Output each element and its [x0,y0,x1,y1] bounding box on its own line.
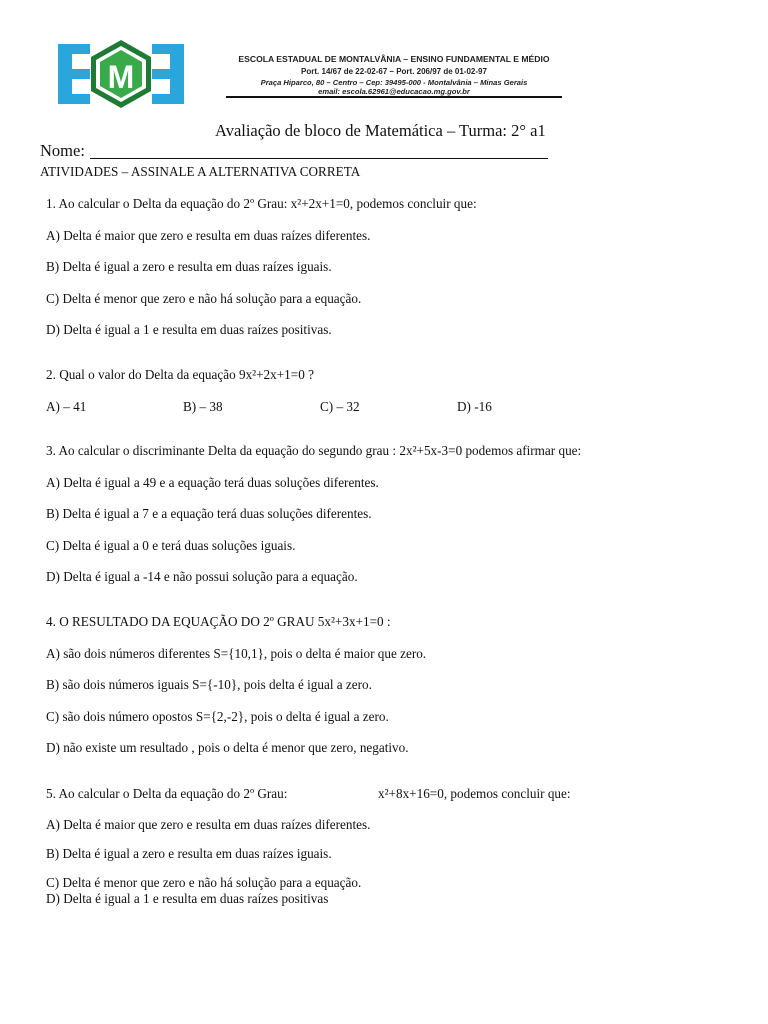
school-address: Praça Hiparco, 80 – Centro – Cep: 39495-000 - Montalvânia – Minas Gerais [260,78,528,87]
q5-option-a[interactable]: A) Delta é maior que zero e resulta em duas raízes diferentes. [46,817,371,832]
q4-option-c[interactable]: C) são dois número opostos S={2,-2}, pois o delta é igual a zero. [46,709,389,724]
q2-option-b[interactable]: B) – 38 [183,399,223,414]
school-name: ESCOLA ESTADUAL DE MONTALVÂNIA – ENSINO FUNDAMENTAL E MÉDIO [238,54,550,64]
q1-option-c[interactable]: C) Delta é menor que zero e não há solução para a equação. [46,291,362,306]
question-5: 5. Ao calcular o Delta da equação do 2º Grau: [46,786,288,801]
question-5-equation: x²+8x+16=0, podemos concluir que: [378,786,571,801]
q2-option-d[interactable]: D) -16 [457,399,492,414]
name-label: Nome: [40,141,85,160]
q5-option-c[interactable]: C) Delta é menor que zero e não há solução para a equação. [46,875,362,890]
instructions: ATIVIDADES – ASSINALE A ALTERNATIVA CORRETA [40,164,361,179]
school-logo [56,40,186,108]
q4-option-d[interactable]: D) não existe um resultado , pois o delta é menor que zero, negativo. [46,740,409,755]
q5-option-b[interactable]: B) Delta é igual a zero e resulta em duas raízes iguais. [46,846,332,861]
q3-option-b[interactable]: B) Delta é igual a 7 e a equação terá duas soluções diferentes. [46,506,372,521]
q4-option-b[interactable]: B) são dois números iguais S={-10}, pois delta é igual a zero. [46,677,372,692]
name-line[interactable] [90,158,548,159]
q2-option-a[interactable]: A) – 41 [46,399,87,414]
school-ports: Port. 14/67 de 22-02-67 – Port. 206/97 de 01-02-97 [301,67,487,76]
q3-option-c[interactable]: C) Delta é igual a 0 e terá duas soluções iguais. [46,538,296,553]
school-email: email: escola.62961@educacao.mg.gov.br [318,87,470,96]
q3-option-d[interactable]: D) Delta é igual a -14 e não possui solução para a equação. [46,569,358,584]
question-1: 1. Ao calcular o Delta da equação do 2º Grau: x²+2x+1=0, podemos concluir que: [46,196,477,211]
q4-option-a[interactable]: A) são dois números diferentes S={10,1}, pois o delta é maior que zero. [46,646,427,661]
school-info [226,30,562,98]
question-4: 4. O RESULTADO DA EQUAÇÃO DO 2º GRAU 5x²+3x+1=0 : [46,614,391,629]
q5-option-d[interactable]: D) Delta é igual a 1 e resulta em duas raízes positivas [46,891,329,906]
exam-title: Avaliação de bloco de Matemática – Turma: 2° a1 [215,121,546,140]
svg-text:M: M [107,59,135,95]
q2-option-c[interactable]: C) – 32 [320,399,360,414]
question-2: 2. Qual o valor do Delta da equação 9x²+2x+1=0 ? [46,367,314,382]
q1-option-b[interactable]: B) Delta é igual a zero e resulta em duas raízes iguais. [46,259,332,274]
q1-option-d[interactable]: D) Delta é igual a 1 e resulta em duas raízes positivas. [46,322,332,337]
logo-right-e [152,44,184,104]
q1-option-a[interactable]: A) Delta é maior que zero e resulta em duas raízes diferentes. [46,228,371,243]
q3-option-a[interactable]: A) Delta é igual a 49 e a equação terá duas soluções diferentes. [46,475,379,490]
question-3: 3. Ao calcular o discriminante Delta da equação do segundo grau : 2x²+5x-3=0 podemos afirmar que: [46,443,582,458]
